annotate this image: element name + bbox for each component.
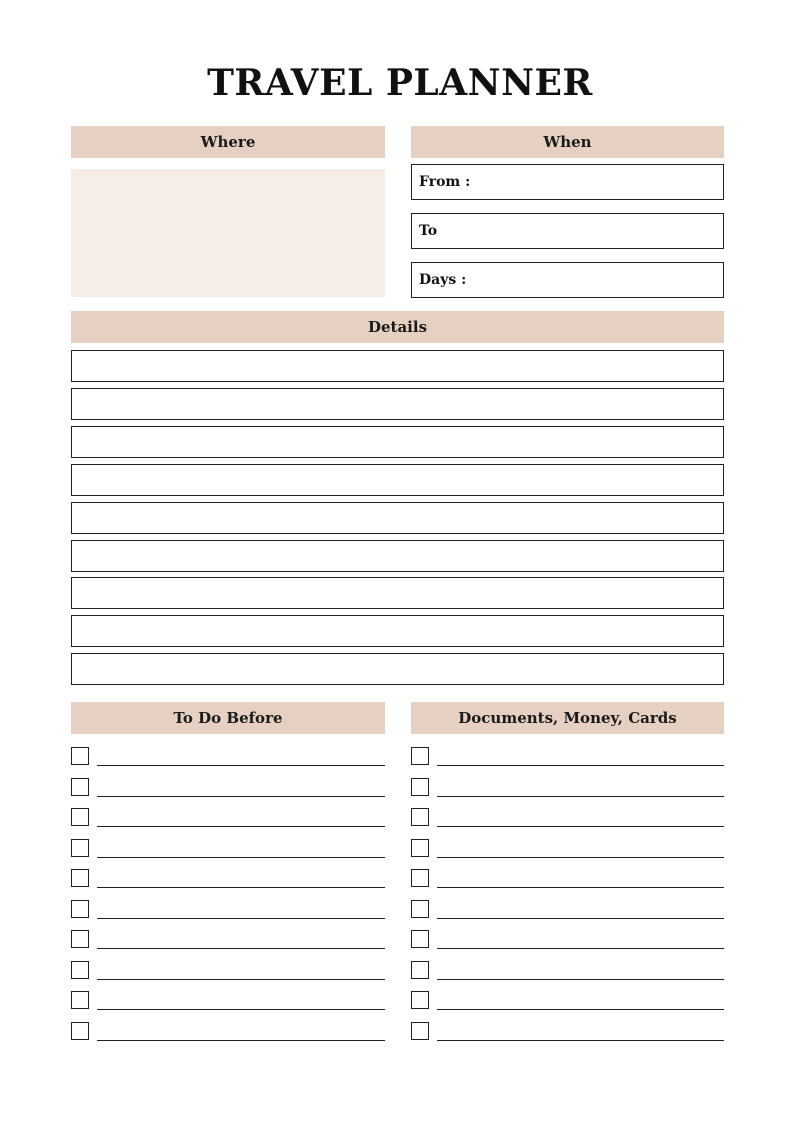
details-header: Details <box>71 311 724 343</box>
todo-write-line[interactable] <box>97 979 385 980</box>
todo-checkbox[interactable] <box>71 778 89 796</box>
documents-write-line[interactable] <box>437 826 724 827</box>
documents-write-line[interactable] <box>437 979 724 980</box>
documents-checkbox[interactable] <box>411 839 429 857</box>
documents-checkbox[interactable] <box>411 900 429 918</box>
documents-write-line[interactable] <box>437 765 724 766</box>
todo-checkbox[interactable] <box>71 1022 89 1040</box>
details-row[interactable] <box>71 615 724 647</box>
details-row[interactable] <box>71 426 724 458</box>
documents-write-line[interactable] <box>437 1009 724 1010</box>
todo-write-line[interactable] <box>97 765 385 766</box>
todo-checkbox[interactable] <box>71 900 89 918</box>
details-row[interactable] <box>71 502 724 534</box>
documents-checkbox[interactable] <box>411 747 429 765</box>
todo-write-line[interactable] <box>97 857 385 858</box>
documents-header: Documents, Money, Cards <box>411 702 724 734</box>
from-label: From : <box>419 174 471 190</box>
days-field[interactable] <box>411 262 724 298</box>
documents-write-line[interactable] <box>437 887 724 888</box>
documents-checkbox[interactable] <box>411 930 429 948</box>
details-row[interactable] <box>71 577 724 609</box>
todo-write-line[interactable] <box>97 826 385 827</box>
documents-write-line[interactable] <box>437 948 724 949</box>
todo-write-line[interactable] <box>97 796 385 797</box>
documents-checkbox[interactable] <box>411 869 429 887</box>
todo-write-line[interactable] <box>97 918 385 919</box>
todo-write-line[interactable] <box>97 887 385 888</box>
todo-checkbox[interactable] <box>71 869 89 887</box>
details-row[interactable] <box>71 388 724 420</box>
todo-write-line[interactable] <box>97 948 385 949</box>
details-row[interactable] <box>71 653 724 685</box>
documents-write-line[interactable] <box>437 857 724 858</box>
when-header: When <box>411 126 724 158</box>
days-label: Days : <box>419 272 467 288</box>
documents-checkbox[interactable] <box>411 991 429 1009</box>
documents-checkbox[interactable] <box>411 961 429 979</box>
to-field[interactable] <box>411 213 724 249</box>
documents-checkbox[interactable] <box>411 1022 429 1040</box>
todo-checkbox[interactable] <box>71 839 89 857</box>
details-row[interactable] <box>71 350 724 382</box>
todo-write-line[interactable] <box>97 1009 385 1010</box>
todo-write-line[interactable] <box>97 1040 385 1041</box>
documents-checkbox[interactable] <box>411 778 429 796</box>
todo-checkbox[interactable] <box>71 747 89 765</box>
todo-checkbox[interactable] <box>71 930 89 948</box>
documents-write-line[interactable] <box>437 796 724 797</box>
page-title: TRAVEL PLANNER <box>207 62 593 104</box>
documents-write-line[interactable] <box>437 1040 724 1041</box>
todo-checkbox[interactable] <box>71 991 89 1009</box>
where-input-area[interactable] <box>71 169 385 297</box>
details-row[interactable] <box>71 464 724 496</box>
from-field[interactable] <box>411 164 724 200</box>
todo-checkbox[interactable] <box>71 961 89 979</box>
where-header: Where <box>71 126 385 158</box>
to-label: To <box>419 223 438 239</box>
documents-checkbox[interactable] <box>411 808 429 826</box>
documents-write-line[interactable] <box>437 918 724 919</box>
todo-checkbox[interactable] <box>71 808 89 826</box>
todo-header: To Do Before <box>71 702 385 734</box>
details-row[interactable] <box>71 540 724 572</box>
